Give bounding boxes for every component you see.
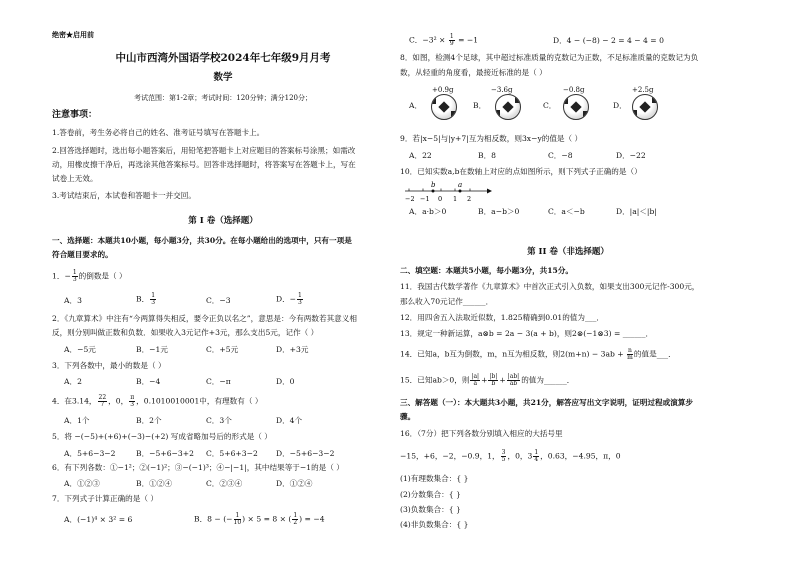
ball-d-label: +2.5g bbox=[632, 86, 654, 94]
q10-option-d[interactable]: D．|a|＜|b| bbox=[616, 207, 657, 216]
soccer-ball-a-icon bbox=[431, 94, 457, 120]
ball-c-label: −0.8g bbox=[563, 86, 585, 94]
part1-intro-1: 一、选择题：本题共10小题，每小题3分，共30分。在每小题给出的选项中，只有一项是 bbox=[52, 236, 352, 245]
q5-option-b[interactable]: B．−5+6−3+2 bbox=[136, 449, 194, 458]
q3-option-a[interactable]: A．2 bbox=[64, 377, 82, 386]
q10-option-c[interactable]: C．a＜−b bbox=[548, 207, 585, 216]
number-line bbox=[403, 180, 493, 204]
set-nonnegative[interactable]: (4)非负数集合：{ } bbox=[400, 520, 469, 529]
exam-title: 中山市西湾外国语学校2024年七年级9月月考 bbox=[115, 52, 331, 64]
q2-option-a[interactable]: A．−5元 bbox=[64, 345, 96, 354]
q10-stem: 10．已知实数a,b在数轴上对应的点如图所示，则下列式子正确的是（） bbox=[400, 167, 642, 176]
q6-option-b[interactable]: B．①②④ bbox=[136, 479, 172, 488]
q3-stem: 3．下列各数中，最小的数是（ ） bbox=[52, 361, 166, 370]
q14-stem: 14．已知a，b互为倒数，m，n互为相反数，则2(m+n) − 3ab + $\frac{n}{m}$ 的值是___． bbox=[400, 347, 676, 361]
point-a-label: a bbox=[458, 181, 463, 189]
set-rational[interactable]: (1)有理数集合：{ } bbox=[400, 474, 469, 483]
point-a bbox=[459, 190, 462, 193]
set-fraction[interactable]: (2)分数集合：{ } bbox=[400, 490, 461, 499]
q5-stem: 5．将 −(−5)+(+6)+(−3)−(+2) 写成省略加号后的形式是（ ） bbox=[52, 432, 272, 441]
q6-option-c[interactable]: C．②③④ bbox=[206, 479, 243, 488]
q3-option-c[interactable]: C．−π bbox=[206, 377, 231, 386]
q8-option-c[interactable]: C． bbox=[543, 101, 557, 110]
q16-numbers: −15，+6，−2，−0.9，1， $\frac{3}{5}$ ，0，3 $\frac{1}{4}$ ，0.63，−4.95，π，0 bbox=[400, 449, 621, 463]
notice-heading: 注意事项： bbox=[52, 110, 98, 120]
q16-stem: 16．（7分）把下列各数分别填入相应的大括号里 bbox=[400, 429, 563, 438]
right-column bbox=[400, 0, 743, 562]
q5-option-c[interactable]: C．5+6+3−2 bbox=[206, 449, 258, 458]
q2-line-2: 反，则分别叫做正数和负数．如果收入3元记作+3元，那么支出5元，记作（ ） bbox=[52, 328, 319, 337]
q12-stem: 12．用四舍五入法取近似数，1.825精确到0.01的值为___． bbox=[400, 313, 604, 322]
notice-item-1: 1.答卷前，考生务必将自己的姓名、准考证号填写在答题卡上。 bbox=[52, 128, 265, 137]
q8-line-1: 8．如图，检测4个足球，其中超过标准质量的克数记为正数，不足标准质量的克数记为负 bbox=[400, 53, 699, 62]
point-b-label: b bbox=[431, 181, 436, 189]
fill-heading: 二、填空题：本题共5小题，每小题3分，共15分。 bbox=[400, 266, 574, 275]
q13-stem: 13．规定一种新运算，a⊗b = 2a − 3(a + b)，则2⊗(−1⊗3) = ______． bbox=[400, 329, 654, 338]
tick-label-2: 2 bbox=[467, 195, 472, 203]
soccer-ball-c-icon bbox=[563, 94, 589, 120]
soccer-ball-b-icon bbox=[495, 94, 521, 120]
q11-line-1: 11．我国古代数学著作《九章算术》中首次正式引入负数，如果支出300元记作-300元， bbox=[400, 282, 700, 291]
ball-b-label: −3.6g bbox=[491, 86, 513, 94]
q1-option-c[interactable]: C．−3 bbox=[206, 296, 231, 305]
soccer-ball-d-icon bbox=[632, 94, 658, 120]
q11-line-2: 那么收入70元记作______． bbox=[400, 297, 494, 306]
part1-intro-2: 符合题目要求的。 bbox=[52, 250, 113, 259]
exam-meta: 考试范围：第1-2章；考试时间：120分钟；满分120分； bbox=[134, 94, 312, 102]
q3-option-b[interactable]: B．−4 bbox=[136, 377, 161, 386]
q8-option-a[interactable]: A． bbox=[409, 101, 423, 110]
q6-option-d[interactable]: D．①②④ bbox=[276, 479, 313, 488]
solve-heading-1: 三、解答题（一）：本大题共3小题，共21分，解答应写出文字说明，证明过程或演算步 bbox=[400, 398, 694, 407]
notice-item-3: 动，用橡皮擦干净后，再选涂其他答案标号。回答非选择题时，将答案写在答题卡上，写在 bbox=[52, 160, 356, 169]
q9-stem: 9．若|x−5|与|y+7|互为相反数，则3x−y的值是（ ） bbox=[400, 134, 583, 143]
q7-option-b[interactable]: B．8 − (− $\frac{1}{10}$ ) × 5 = 8 × ( $\frac{1}{2}$ ) = −4 bbox=[194, 512, 325, 526]
part1-title: 第 I 卷（选择题） bbox=[188, 216, 258, 226]
tick-label-0: 0 bbox=[438, 195, 443, 203]
q7-option-d[interactable]: D．4 − (−8) − 2 = 4 − 4 = 0 bbox=[553, 36, 664, 45]
notice-item-2: 2.回答选择题时，选出每小题答案后，用铅笔把答题卡上对应题目的答案标号涂黑；如需改 bbox=[52, 146, 356, 155]
q4-option-c[interactable]: C．3个 bbox=[206, 416, 232, 425]
q6-stem: 6．有下列各数：①−1²；②(−1)²；③−(−1)³；④−|−1|，其中结果等于−1的是（ ） bbox=[52, 463, 344, 472]
tick-label-neg2: −2 bbox=[405, 195, 415, 203]
ball-a-label: +0.9g bbox=[432, 86, 454, 94]
q5-option-d[interactable]: D．−5+6−3−2 bbox=[276, 449, 335, 458]
secret-label: 绝密★启用前 bbox=[52, 30, 94, 39]
set-negative[interactable]: (3)负数集合：{ } bbox=[400, 505, 461, 514]
q9-option-d[interactable]: D．−22 bbox=[616, 151, 646, 160]
q7-option-c[interactable]: C．−3² × $\frac{1}{9}$ = −1 bbox=[409, 33, 479, 47]
q4-option-a[interactable]: A．1个 bbox=[64, 416, 90, 425]
q9-option-c[interactable]: C．−8 bbox=[548, 151, 573, 160]
q1-option-d[interactable]: D．− $\frac{1}{3}$ bbox=[276, 292, 302, 306]
q1-option-a[interactable]: A．3 bbox=[64, 296, 82, 305]
point-b bbox=[432, 190, 435, 193]
q6-option-a[interactable]: A．①②③ bbox=[64, 479, 100, 488]
q9-option-b[interactable]: B．8 bbox=[478, 151, 497, 160]
q7-stem: 7．下列式子计算正确的是（ ） bbox=[52, 494, 158, 503]
q8-option-b[interactable]: B． bbox=[473, 101, 487, 110]
q8-line-2: 数，从轻重的角度看，最接近标准的是（ ） bbox=[400, 68, 547, 77]
solve-heading-2: 骤。 bbox=[400, 412, 416, 421]
q2-option-d[interactable]: D．+3元 bbox=[276, 345, 309, 354]
tick-label-neg1: −1 bbox=[420, 195, 430, 203]
q1-option-b[interactable]: B． $\frac{1}{3}$ bbox=[136, 292, 156, 306]
notice-item-4: 试卷上无效。 bbox=[52, 174, 98, 183]
exam-subject: 数学 bbox=[213, 72, 233, 83]
q5-option-a[interactable]: A．5+6−3−2 bbox=[64, 449, 116, 458]
q2-option-b[interactable]: B．−1元 bbox=[136, 345, 168, 354]
q2-option-c[interactable]: C．+5元 bbox=[206, 345, 239, 354]
q10-option-b[interactable]: B．a−b＞0 bbox=[478, 207, 520, 216]
q4-option-b[interactable]: B．2个 bbox=[136, 416, 162, 425]
part2-title: 第 II 卷（非选择题） bbox=[527, 247, 609, 257]
q3-option-d[interactable]: D．0 bbox=[276, 377, 295, 386]
left-column bbox=[52, 0, 382, 562]
q1-stem: 1．− $\frac{1}{3}$ 的倒数是（ ） bbox=[52, 269, 127, 283]
q7-option-a[interactable]: A．(−1)⁴ × 3² = 6 bbox=[64, 515, 133, 524]
q10-option-a[interactable]: A．a·b＞0 bbox=[409, 207, 447, 216]
q4-stem: 4．在3.14， $\frac{22}{7}$ ，0， $\frac{\pi}{3}$ ，0.1010010001中，有理数有（ ） bbox=[52, 394, 263, 408]
q2-line-1: 2．《九章算术》中注有“今两算得失相反，要令正负以名之”，意思是：今有两数若其意义相 bbox=[52, 314, 357, 323]
notice-item-5: 3.考试结束后，本试卷和答题卡一并交回。 bbox=[52, 191, 196, 200]
q4-option-d[interactable]: D．4个 bbox=[276, 416, 303, 425]
q15-stem: 15．已知ab＞0，则 $\frac{|a|}{a}$ + $\frac{|b|}{b}$ + $\frac{|ab|}{ab}$ 的值为______． bbox=[400, 373, 575, 387]
tick-label-1: 1 bbox=[453, 195, 458, 203]
q8-option-d[interactable]: D． bbox=[613, 101, 627, 110]
q9-option-a[interactable]: A．22 bbox=[409, 151, 432, 160]
